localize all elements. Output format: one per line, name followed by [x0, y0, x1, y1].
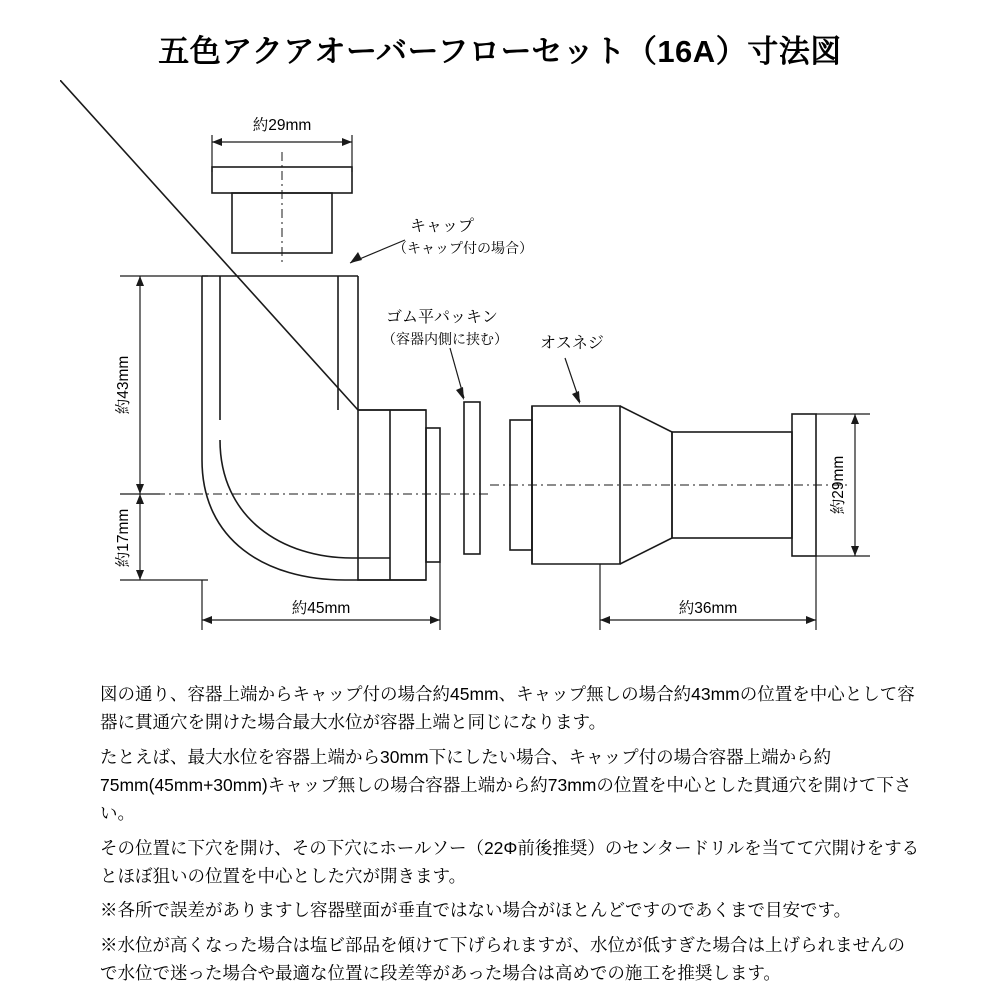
page-title: 五色アクアオーバーフローセット（16A）寸法図 — [158, 34, 842, 69]
cap-drawing — [212, 152, 352, 262]
dim-total-height-label: 約43mm — [115, 355, 132, 415]
gasket-sublabel: （容器内側に挟む） — [382, 331, 508, 347]
notes-block — [100, 680, 920, 993]
note-paragraph-5: ※水位が高くなった場合は塩ビ部品を傾けて下げられますが、水位が低すぎた場合は上げられませんので水位で迷った場合や最適な位置に段差等があった場合は高めでの施工を推奨します。 — [100, 934, 905, 984]
dim-male-height-label: 約29mm — [830, 455, 847, 515]
male-thread-drawing — [490, 406, 850, 564]
elbow-drawing — [60, 80, 492, 580]
cap-sublabel: （キャップ付の場合） — [393, 240, 533, 256]
note-paragraph-3: その位置に下穴を開け、その下穴にホールソー（22Φ前後推奨）のセンタードリルを当てて穴開けをするとほぼ狙いの位置を中心とした穴が開きます。 — [100, 837, 920, 887]
note-paragraph-4: ※各所で誤差がありますし容器壁面が垂直ではない場合がほとんどですのであくまで目安です。 — [100, 900, 852, 921]
dim-male-length — [600, 556, 816, 630]
male-thread-label: オスネジ — [540, 335, 604, 352]
male-thread-callout-leader — [565, 358, 580, 404]
cap-label: キャップ — [410, 218, 475, 235]
dimension-diagram — [60, 80, 960, 660]
dim-cap-width-label: 約29mm — [252, 117, 312, 134]
dim-total-height — [120, 276, 208, 494]
dim-elbow-length-label: 約45mm — [291, 600, 351, 617]
dim-lower-height — [120, 494, 208, 580]
dim-lower-height-label: 約17mm — [115, 508, 132, 568]
gasket-callout-leader — [450, 348, 464, 400]
note-paragraph-1: 図の通り、容器上端からキャップ付の場合約45mm、キャップ無しの場合約43mmの位置を中心として容器に貫通穴を開けた場合最大水位が容器上端と同じになります。 — [100, 684, 915, 733]
gasket-drawing — [464, 402, 480, 554]
note-paragraph-2: たとえば、最大水位を容器上端から30mm下にしたい場合、キャップ付の場合容器上端から約75mm(45mm+30mm)キャップ無しの場合容器上端から約73mmの位置を中心とした貫通穴を開けて下さい。 — [100, 746, 912, 824]
dim-elbow-length — [202, 562, 440, 630]
dim-male-length-label: 約36mm — [678, 600, 738, 617]
gasket-label: ゴム平パッキン — [386, 309, 498, 326]
